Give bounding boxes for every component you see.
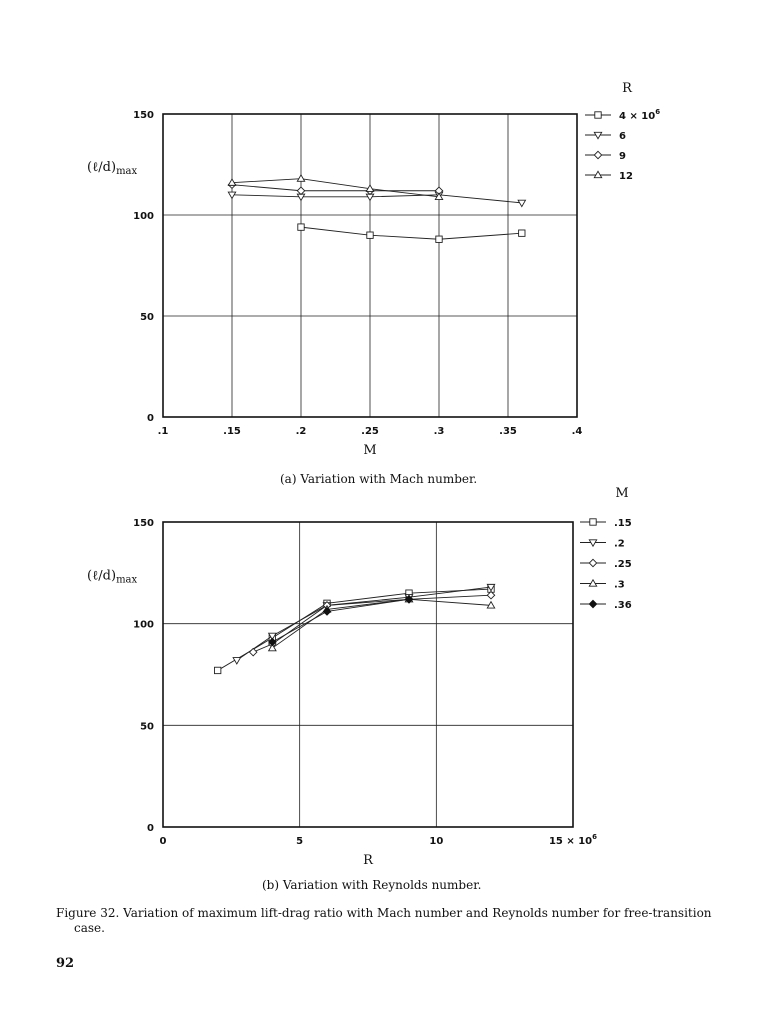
legend-item — [585, 131, 626, 142]
x-tick-label: .25 — [361, 426, 379, 437]
legend-item — [580, 600, 632, 611]
legend-item — [585, 151, 626, 162]
x-tick-label: .35 — [499, 426, 517, 437]
chart-a — [87, 81, 660, 458]
y-tick-label: 100 — [133, 619, 154, 631]
legend-label: 6 — [619, 131, 626, 142]
x-tick-label: .15 — [223, 426, 241, 437]
x-tick-label: 5 — [296, 836, 304, 847]
y-tick-label: 150 — [133, 518, 154, 529]
legend-item — [580, 580, 625, 591]
x-tick-label: .1 — [157, 426, 169, 437]
data-point — [297, 187, 304, 194]
x-tick-label: .2 — [295, 426, 307, 437]
legend-marker — [595, 112, 601, 118]
x-tick-label: $15 \times 10^6$ — [548, 833, 598, 847]
legend-label: .25 — [614, 559, 632, 570]
legend-item — [580, 518, 632, 529]
data-point — [214, 667, 220, 673]
figure-caption-line2: case. — [74, 921, 105, 935]
legend-title: R — [622, 81, 632, 96]
data-point — [298, 224, 304, 230]
y-tick-label: 0 — [147, 413, 154, 424]
legend-marker — [594, 151, 601, 158]
x-axis-label: R — [363, 853, 373, 868]
page-number: 92 — [56, 956, 75, 971]
series-line — [301, 227, 522, 239]
series-1 — [228, 192, 525, 206]
data-point — [436, 236, 442, 242]
y-axis-label: $(\ell/d)_{max}$ — [87, 568, 138, 586]
legend-label: $4 \times 10^6$ — [619, 108, 661, 122]
legend-marker — [589, 540, 596, 546]
data-point — [518, 200, 525, 206]
legend-label: 9 — [619, 151, 626, 162]
figure-caption-line1: Figure 32. Variation of maximum lift-drag ratio with Mach number and Reynolds number for free-transition — [56, 906, 712, 920]
legend-label: .3 — [614, 579, 625, 591]
plot-frame — [163, 522, 573, 827]
series-0 — [214, 586, 494, 674]
series-0 — [298, 224, 525, 243]
y-tick-label: 100 — [133, 211, 154, 222]
y-tick-label: 0 — [147, 823, 154, 834]
legend-label: .15 — [614, 518, 632, 529]
caption-b: (b) Variation with Reynolds number. — [262, 878, 482, 892]
x-tick-label: .4 — [571, 426, 583, 437]
chart-b — [87, 486, 632, 868]
x-axis-label: M — [363, 443, 377, 458]
legend-marker — [590, 519, 596, 525]
legend-marker — [589, 600, 596, 607]
data-point — [519, 230, 525, 236]
data-point — [297, 175, 304, 181]
y-tick-label: 50 — [140, 312, 154, 323]
y-tick-label: 50 — [140, 721, 154, 733]
legend-item — [585, 108, 660, 122]
legend-label: .36 — [614, 600, 632, 611]
series-line — [232, 185, 439, 191]
x-tick-label: .3 — [433, 426, 445, 437]
y-axis-label: $(\ell/d)_{max}$ — [87, 160, 138, 177]
figure-caption — [56, 906, 716, 936]
legend-marker — [589, 559, 596, 566]
data-point — [250, 648, 257, 655]
series-2 — [228, 181, 442, 194]
series-line — [272, 599, 409, 642]
legend-label: .2 — [614, 538, 625, 550]
series-1 — [233, 584, 495, 664]
legend-label: 12 — [619, 171, 633, 182]
legend-marker — [594, 171, 601, 177]
x-tick-label: 10 — [429, 836, 444, 847]
legend-marker — [594, 132, 601, 138]
legend-marker — [589, 580, 596, 586]
series-line — [218, 589, 491, 670]
series-4 — [269, 596, 413, 646]
series-line — [232, 195, 522, 203]
legend-title: M — [615, 486, 629, 501]
legend-item — [580, 539, 625, 550]
data-point — [367, 232, 373, 238]
legend-item — [580, 559, 632, 570]
x-tick-label: 0 — [159, 836, 167, 847]
caption-a: (a) Variation with Mach number. — [280, 472, 478, 486]
legend-item — [585, 171, 633, 182]
y-tick-label: 150 — [133, 110, 154, 121]
